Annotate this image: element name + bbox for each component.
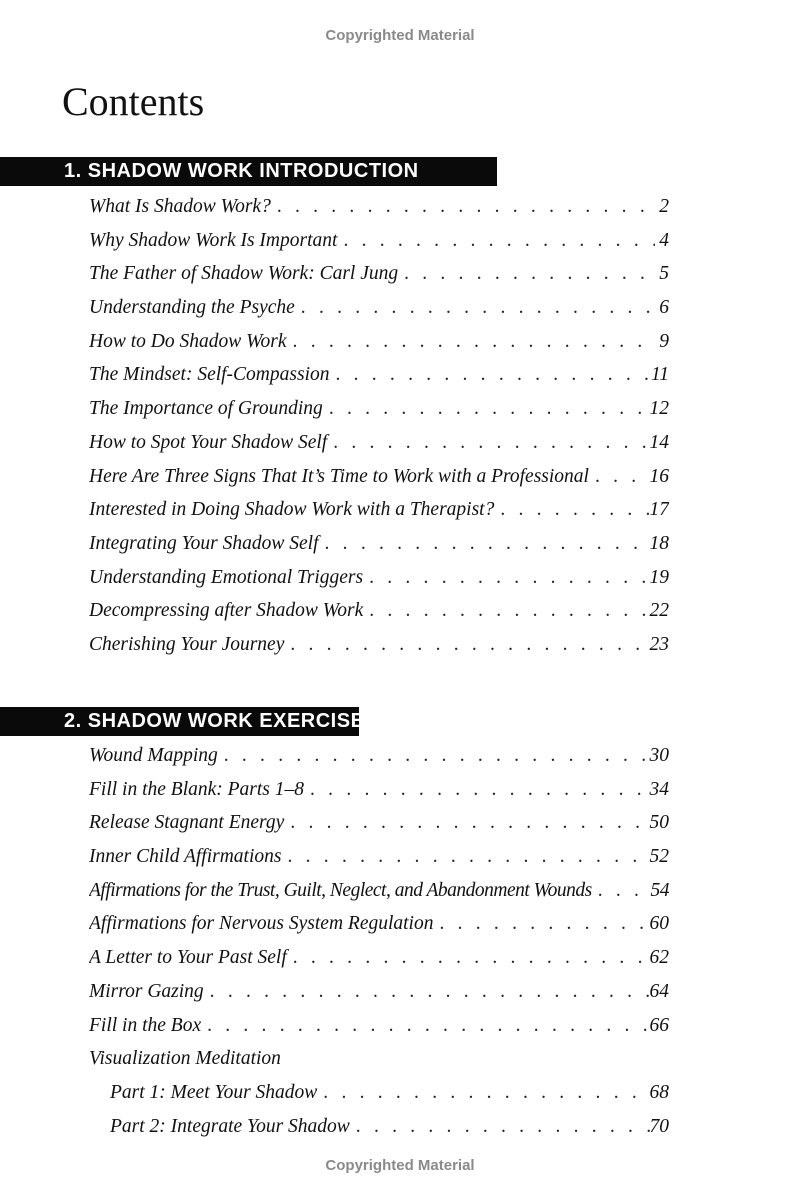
dot-leader	[204, 975, 650, 1009]
toc-entry-title: The Importance of Grounding	[89, 398, 323, 420]
dot-leader	[323, 392, 650, 426]
toc-entry-title: Wound Mapping	[89, 745, 218, 766]
dot-leader	[433, 907, 649, 941]
toc-entry-page: 2	[659, 196, 669, 217]
toc-entry-title: Fill in the Blank: Parts 1–8	[89, 778, 305, 800]
toc-entry-page: 19	[649, 566, 669, 588]
page-title: Contents	[62, 79, 205, 124]
toc-entry-page: 9	[659, 330, 669, 352]
dot-leader	[317, 1076, 649, 1110]
dot-leader	[329, 358, 650, 392]
toc-entry-title: Part 1: Meet Your Shadow	[110, 1081, 318, 1103]
toc-entry-title: Visualization Meditation	[89, 1048, 281, 1070]
toc-entry-title: Understanding Emotional Triggers	[89, 566, 364, 588]
toc-entry[interactable]	[89, 975, 669, 1009]
dot-leader	[284, 806, 649, 840]
dot-leader	[319, 527, 650, 561]
toc-entry-title: Here Are Three Signs That It’s Time to Work with a Professional	[89, 465, 589, 487]
toc-entry-page: 14	[649, 431, 669, 453]
toc-entry-page: 23	[649, 633, 669, 655]
toc-entry-page: 22	[649, 600, 669, 622]
dot-leader	[284, 628, 649, 662]
toc-entry-title: Fill in the Box	[89, 1014, 202, 1036]
toc-entry-page: 4	[659, 229, 669, 251]
toc-entry-title: Affirmations for the Trust, Guilt, Neglect, and Abandonment Wounds	[89, 879, 592, 901]
toc-entry[interactable]	[89, 224, 669, 258]
toc-entry-page: 12	[649, 398, 669, 420]
dot-leader	[218, 739, 650, 773]
toc-entry[interactable]	[89, 874, 669, 908]
dot-leader	[363, 561, 649, 595]
toc-entry-page: 68	[649, 1081, 669, 1103]
toc-entry[interactable]	[89, 840, 669, 874]
dot-leader	[327, 426, 649, 460]
dot-leader	[494, 493, 649, 527]
toc-entry[interactable]	[89, 1009, 669, 1043]
dot-leader	[287, 941, 650, 975]
dot-leader	[350, 1110, 650, 1144]
dot-leader	[295, 291, 655, 325]
toc-entry-page: 16	[649, 465, 669, 487]
toc-entry-page: 6	[659, 297, 669, 319]
toc-entry-page: 54	[650, 879, 669, 901]
toc-entry[interactable]	[89, 941, 669, 975]
toc-entry[interactable]	[89, 460, 669, 494]
dot-leader	[398, 257, 655, 291]
toc-entry-page: 50	[649, 812, 669, 834]
toc-entry-title: Mirror Gazing	[89, 980, 204, 1002]
toc-entry[interactable]	[89, 325, 669, 359]
toc-entry-title: Release Stagnant Energy	[89, 812, 285, 834]
toc-list-introduction	[89, 190, 669, 662]
toc-group-heading[interactable]	[89, 1042, 669, 1076]
toc-list-exercises	[89, 739, 669, 1143]
toc-entry-title: The Mindset: Self-Compassion	[89, 364, 330, 386]
toc-entry[interactable]	[89, 358, 669, 392]
toc-entry-page: 62	[649, 947, 669, 969]
copyright-notice-bottom: Copyrighted Material	[325, 1157, 475, 1174]
toc-entry-title: Understanding the Psyche	[89, 297, 295, 319]
toc-entry[interactable]	[89, 190, 669, 224]
toc-entry-page: 60	[649, 913, 669, 935]
toc-entry-title: The Father of Shadow Work: Carl Jung	[89, 263, 399, 285]
dot-leader	[337, 224, 655, 258]
toc-entry-page: 70	[649, 1115, 669, 1137]
toc-entry[interactable]	[89, 561, 669, 595]
toc-entry[interactable]	[89, 739, 669, 773]
copyright-notice-top: Copyrighted Material	[325, 27, 475, 44]
dot-leader	[287, 325, 655, 359]
toc-entry-title: Cherishing Your Journey	[89, 633, 285, 655]
toc-entry-page: 52	[649, 846, 669, 868]
toc-entry-page: 17	[649, 499, 669, 521]
toc-entry-page: 66	[649, 1014, 669, 1036]
toc-entry[interactable]	[89, 426, 669, 460]
toc-subentry[interactable]	[89, 1076, 669, 1110]
toc-entry-title: How to Do Shadow Work	[89, 330, 287, 352]
toc-entry-page: 30	[649, 745, 669, 766]
section-heading-exercises: 2. SHADOW WORK EXERCISES	[0, 707, 359, 736]
toc-entry-title: Why Shadow Work Is Important	[89, 229, 338, 251]
toc-entry[interactable]	[89, 628, 669, 662]
toc-entry-title: Inner Child Affirmations	[89, 846, 282, 868]
toc-entry-title: A Letter to Your Past Self	[89, 947, 287, 969]
dot-leader	[282, 840, 650, 874]
toc-entry[interactable]	[89, 392, 669, 426]
toc-entry[interactable]	[89, 773, 669, 807]
dot-leader	[363, 594, 649, 628]
toc-entry[interactable]	[89, 527, 669, 561]
toc-entry-title: Integrating Your Shadow Self	[89, 532, 319, 554]
toc-entry[interactable]	[89, 907, 669, 941]
toc-subentry[interactable]	[89, 1110, 669, 1144]
toc-entry-title: How to Spot Your Shadow Self	[89, 431, 328, 453]
toc-entry[interactable]	[89, 806, 669, 840]
toc-entry[interactable]	[89, 594, 669, 628]
toc-entry[interactable]	[89, 257, 669, 291]
toc-entry-title: Part 2: Integrate Your Shadow	[110, 1115, 350, 1137]
toc-entry[interactable]	[89, 291, 669, 325]
dot-leader	[304, 773, 649, 807]
toc-entry-page: 34	[649, 778, 669, 800]
toc-entry-title: Interested in Doing Shadow Work with a Therapist?	[89, 499, 495, 521]
dot-leader	[201, 1009, 649, 1043]
toc-entry-page: 5	[659, 263, 669, 285]
toc-entry-title: Affirmations for Nervous System Regulation	[89, 913, 434, 935]
dot-leader	[271, 190, 655, 224]
dot-leader	[592, 874, 651, 908]
toc-entry[interactable]	[89, 493, 669, 527]
toc-entry-page: 11	[650, 364, 669, 386]
dot-leader	[589, 460, 650, 494]
section-heading-introduction: 1. SHADOW WORK INTRODUCTION	[0, 157, 497, 186]
toc-entry-page: 64	[649, 980, 669, 1002]
toc-entry-title: Decompressing after Shadow Work	[89, 600, 364, 622]
toc-entry-title: What Is Shadow Work?	[89, 196, 271, 217]
toc-entry-page: 18	[649, 532, 669, 554]
